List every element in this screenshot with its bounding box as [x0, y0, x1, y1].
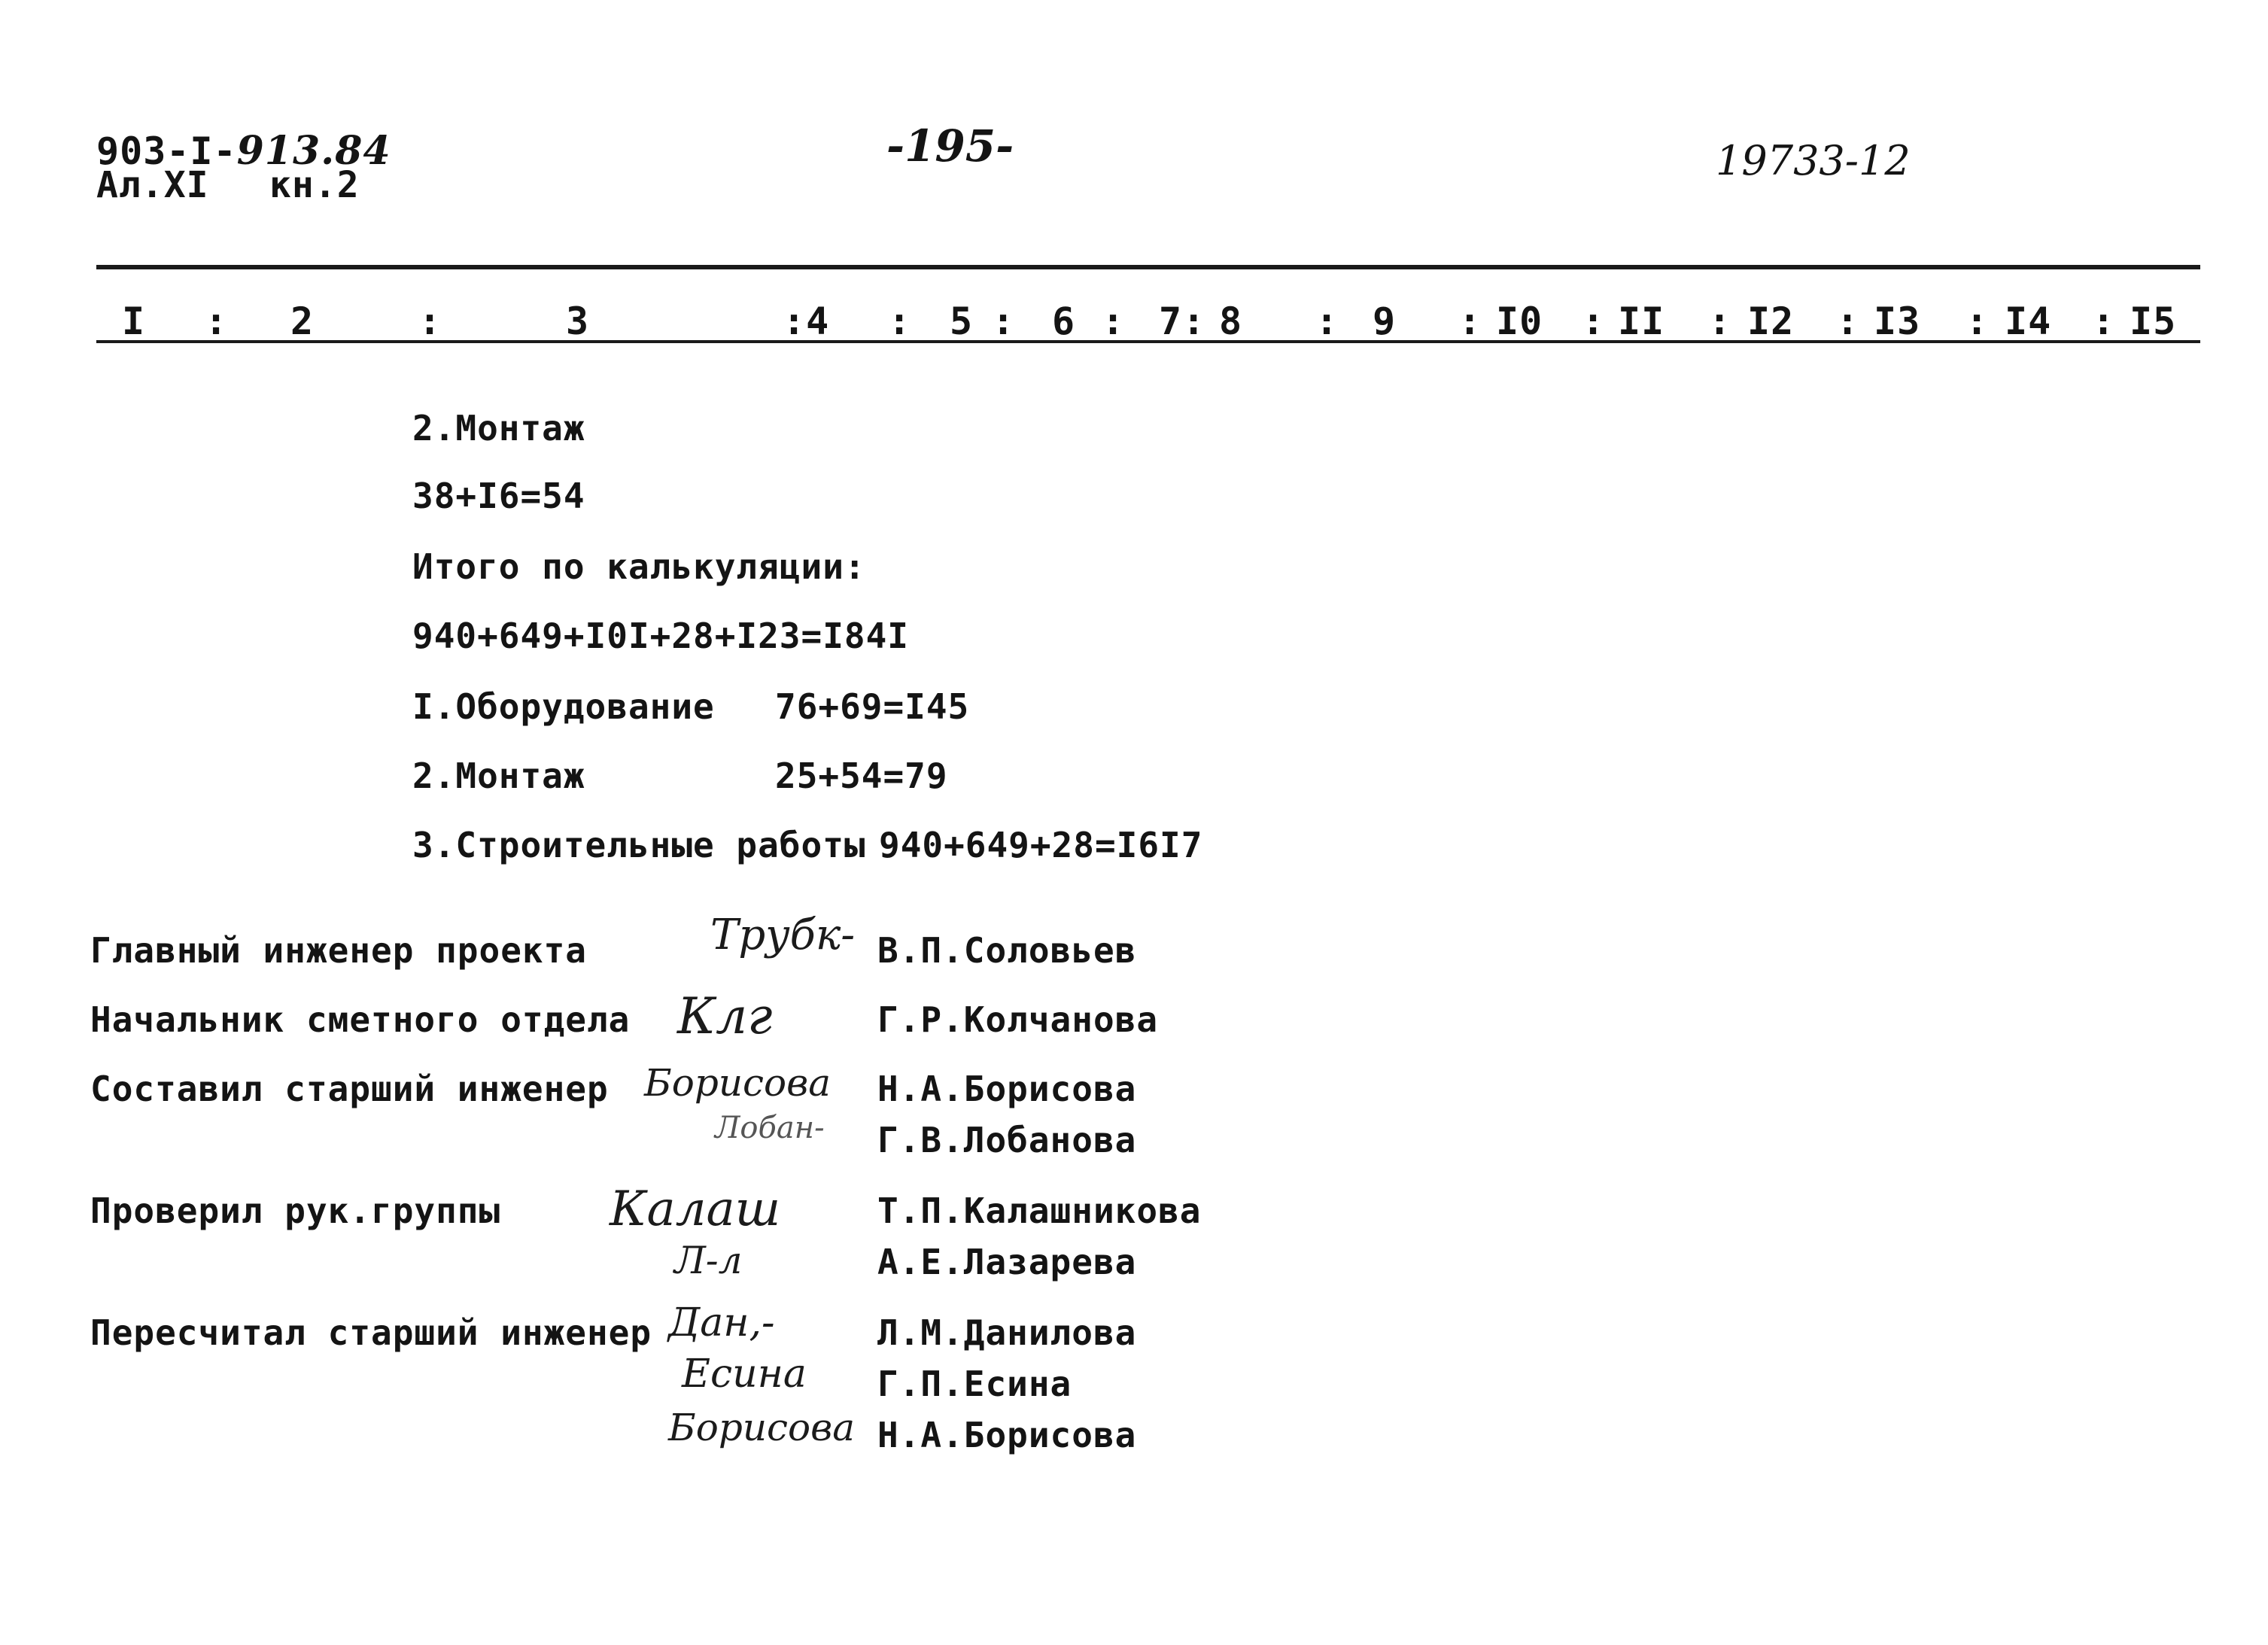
name-soloviev: В.П.Соловьев: [877, 930, 1137, 971]
item-montage-label: 2.Монтаж: [412, 756, 585, 796]
name-kalashnikova: Т.П.Калашникова: [877, 1190, 1202, 1231]
signature-borisova-2: Борисова: [668, 1406, 856, 1449]
column-number: 2: [290, 300, 315, 343]
section-montage-heading: 2.Монтаж: [412, 408, 585, 448]
column-number: I0: [1496, 300, 1543, 343]
column-number: I: [122, 300, 146, 343]
name-esina: Г.П.Есина: [877, 1364, 1072, 1404]
name-lazareva: А.Е.Лазарева: [877, 1242, 1137, 1282]
column-separator: :: [1965, 300, 1990, 343]
column-number: 6: [1052, 300, 1076, 343]
column-separator: :: [205, 300, 229, 343]
name-danilova: Л.М.Данилова: [877, 1312, 1137, 1353]
role-chief-engineer: Главный инженер проекта: [90, 930, 587, 971]
name-kolchanova: Г.Р.Колчанова: [877, 999, 1159, 1040]
column-separator: :: [888, 300, 912, 343]
signature-lazareva: Л-л: [674, 1239, 743, 1282]
book-label: кн.2: [269, 164, 360, 206]
column-separator: :: [1458, 300, 1482, 343]
column-number: 9: [1373, 300, 1397, 343]
column-separator: :: [1315, 300, 1339, 343]
doc-code-handwritten: 913.84: [236, 128, 391, 174]
role-estimate-head: Начальник сметного отдела: [90, 999, 631, 1040]
name-borisova: Н.А.Борисова: [877, 1069, 1137, 1109]
signature-lobanova: Лобан-: [715, 1111, 825, 1145]
item-equipment-label: I.Оборудование: [412, 686, 715, 727]
item-montage-value: 25+54=79: [775, 756, 948, 796]
role-recalculated-by: Пересчитал старший инженер: [90, 1312, 652, 1353]
top-rule: [96, 265, 2200, 269]
column-number: I5: [2130, 300, 2177, 343]
page-number: -195-: [886, 120, 1014, 172]
column-number: 3: [566, 300, 590, 343]
item-construction-value: 940+649+28=I6I7: [879, 825, 1203, 865]
column-number: I4: [2005, 300, 2052, 343]
calculation-total-heading: Итого по калькуляции:: [412, 546, 866, 587]
column-separator: :: [2092, 300, 2116, 343]
column-number: 5: [950, 300, 974, 343]
item-construction-label: 3.Строительные работы: [412, 825, 866, 865]
column-separator: :: [418, 300, 442, 343]
signature-kalashnikova: Калаш: [610, 1181, 781, 1237]
column-number: :4: [783, 300, 830, 343]
column-number: 7:: [1159, 300, 1206, 343]
role-checked-by: Проверил рук.группы: [90, 1190, 501, 1231]
registry-number: 19733-12: [1716, 137, 1911, 184]
column-number: I2: [1747, 300, 1795, 343]
album-label: Ал.XI: [96, 164, 209, 206]
column-separator: :: [1582, 300, 1606, 343]
signature-danilova: Дан,-: [668, 1300, 775, 1345]
column-separator: :: [992, 300, 1016, 343]
calculation-total-formula: 940+649+I0I+28+I23=I84I: [412, 616, 909, 656]
column-separator: :: [1102, 300, 1126, 343]
column-number: II: [1618, 300, 1665, 343]
name-lobanova: Г.В.Лобанова: [877, 1120, 1137, 1160]
signature-esina: Есина: [682, 1352, 807, 1397]
column-separator: :: [1836, 300, 1860, 343]
signature-kolchanova: Клг: [677, 987, 773, 1045]
column-number: 8: [1219, 300, 1243, 343]
name-borisova-2: Н.А.Борисова: [877, 1415, 1137, 1455]
doc-code-printed: 903-I-: [96, 129, 237, 173]
signature-borisova-1: Борисова: [644, 1061, 831, 1105]
role-compiled-by: Составил старший инженер: [90, 1069, 609, 1109]
column-number: I3: [1874, 300, 1921, 343]
montage-formula: 38+I6=54: [412, 476, 585, 516]
column-separator: :: [1708, 300, 1732, 343]
item-equipment-value: 76+69=I45: [775, 686, 970, 727]
signature-soloviev: Трубк-: [710, 911, 856, 959]
